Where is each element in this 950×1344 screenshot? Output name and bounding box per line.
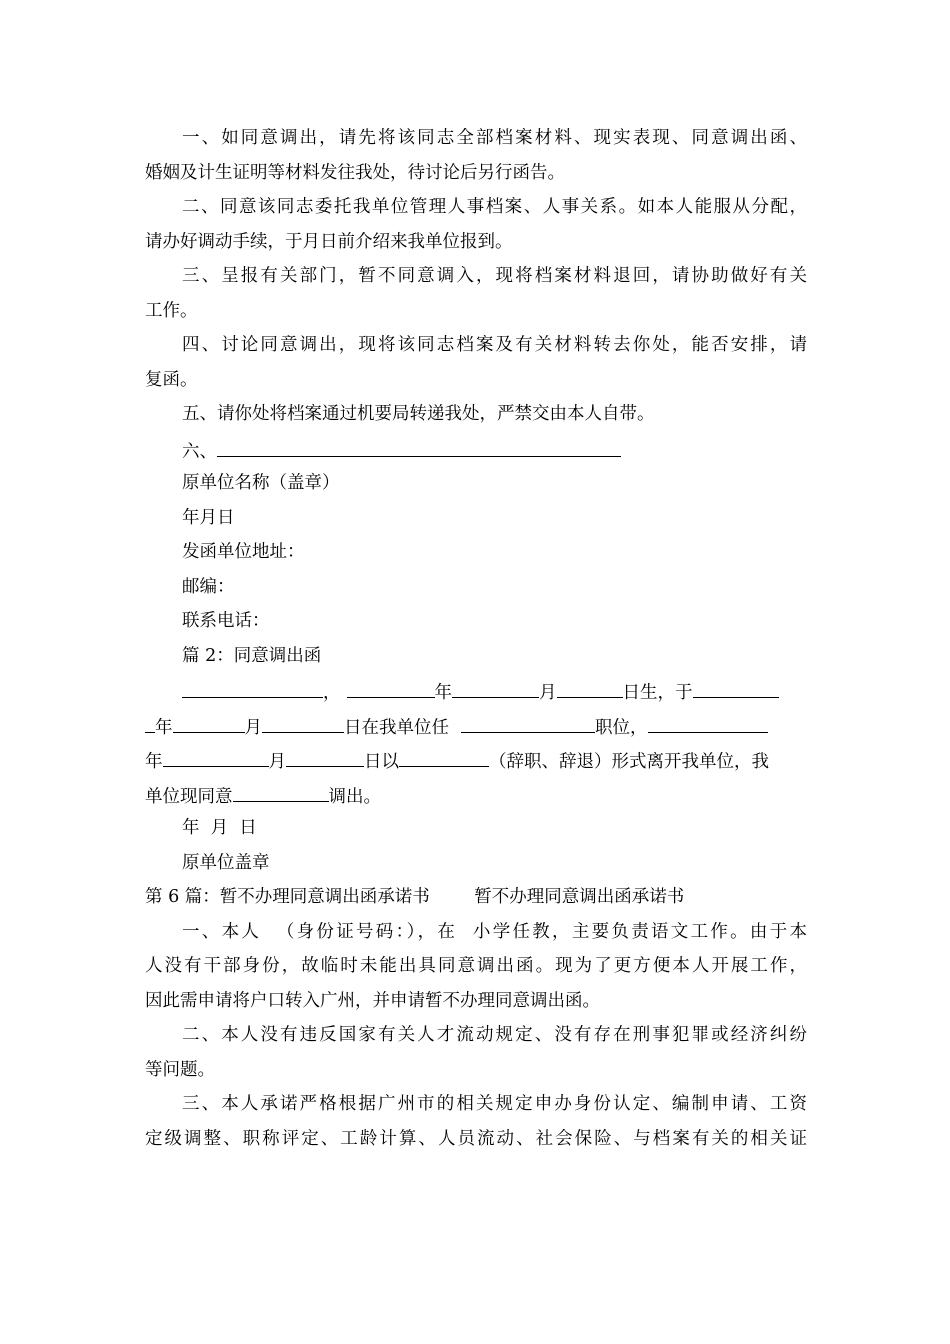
form-line-2 [145, 708, 807, 743]
blank-leave-year[interactable] [163, 742, 269, 767]
form-text: 年 [434, 683, 452, 703]
blank-start-year-cont[interactable] [145, 708, 155, 733]
section-2-title: 篇 2：同意调出函 [182, 645, 322, 666]
form-text: 月 [268, 752, 286, 772]
contact-phone: 联系电话： [182, 611, 270, 631]
form-text: 职位， [595, 717, 648, 738]
original-unit-name: 原单位名称（盖章） [182, 473, 340, 493]
form-text: （辞职、辞退）形式离开我单位，我 [489, 752, 769, 772]
paragraph-2-line-1: 二、同意该同志委托我单位管理人事档案、人事关系。如本人能服从分配， [182, 197, 807, 217]
form-line-3 [145, 742, 807, 777]
form-text: ， [323, 683, 341, 703]
paragraph-1-line-2: 婚姻及计生证明等材料发往我处，待讨论后另行函告。 [145, 162, 565, 183]
paragraph-4-line-1: 四、讨论同意调出，现将该同志档案及有关材料转去你处，能否安排，请 [182, 335, 807, 355]
section-3-title: 第 6 篇：暂不办理同意调出函承诺书 暂不办理同意调出函承诺书 [145, 887, 685, 907]
postcode: 邮编： [182, 576, 235, 597]
commitment-2-line-1: 二、本人没有违反国家有关人才流动规定、没有存在刑事犯罪或经济纠纷 [182, 1025, 807, 1045]
form-text: 日以 [364, 752, 399, 772]
blank-birth-day[interactable] [557, 673, 623, 698]
form-text: 年 [155, 717, 173, 738]
form-text: 年 [145, 752, 163, 772]
blank-start-year[interactable] [693, 673, 779, 698]
form-line-4 [145, 777, 807, 812]
commitment-1-line-1: 一、本人 （身份证号码：），在 小学任教，主要负责语文工作。由于本 [182, 921, 807, 942]
form-text: 月 [244, 717, 262, 738]
form-text: 单位现同意 [145, 786, 233, 807]
date-line: 年月日 [182, 507, 235, 528]
blank-leave-form[interactable] [399, 742, 489, 767]
paragraph-5: 五、请你处将档案通过机要局转递我处，严禁交由本人自带。 [182, 404, 655, 424]
form-text: 调出。 [328, 786, 381, 807]
paragraph-4-line-2: 复函。 [145, 369, 198, 390]
section-2-seal: 原单位盖章 [182, 852, 270, 873]
commitment-3-line-1: 三、本人承诺严格根据广州市的相关规定申办身份认定、编制申请、工资 [182, 1094, 807, 1114]
blank-name[interactable] [182, 673, 323, 698]
commitment-2-line-2: 等问题。 [145, 1059, 215, 1080]
blank-leave-month[interactable] [286, 742, 364, 767]
paragraph-6 [145, 432, 807, 467]
paragraph-3-line-1: 三、呈报有关部门，暂不同意调入，现将档案材料退回，请协助做好有关 [182, 266, 807, 286]
commitment-1-line-2: 人没有干部身份，故临时未能出具同意调出函。现为了更方便本人开展工作， [145, 956, 807, 976]
section-2-date: 年 月 日 [182, 818, 257, 838]
blank-birth-month[interactable] [452, 673, 539, 698]
paragraph-3-line-2: 工作。 [145, 300, 198, 321]
paragraph-2-line-2: 请办好调动手续，于月日前介绍来我单位报到。 [145, 231, 513, 252]
blank-position-2[interactable] [648, 708, 768, 733]
commitment-1-line-3: 因此需申请将户口转入广州，并申请暂不办理同意调出函。 [145, 990, 600, 1011]
blank-birth-year[interactable] [347, 673, 435, 698]
commitment-3-line-2: 定级调整、职称评定、工龄计算、人员流动、社会保险、与档案有关的相关证 [145, 1128, 807, 1149]
blank-line[interactable] [217, 432, 621, 457]
sender-address: 发函单位地址： [182, 542, 305, 562]
blank-start-month[interactable] [173, 708, 245, 733]
blank-position[interactable] [461, 708, 595, 733]
blank-person[interactable] [233, 777, 329, 802]
form-line-1 [145, 673, 807, 708]
paragraph-1-line-1: 一、如同意调出，请先将该同志全部档案材料、现实表现、同意调出函、 [182, 128, 807, 148]
document-body [145, 121, 807, 1156]
paragraph-6-prefix: 六、 [182, 441, 217, 462]
form-text: 月 [539, 683, 557, 703]
form-text: 日生，于 [622, 683, 693, 703]
blank-start-day[interactable] [262, 708, 344, 733]
form-text: 日在我单位任 [344, 717, 449, 738]
